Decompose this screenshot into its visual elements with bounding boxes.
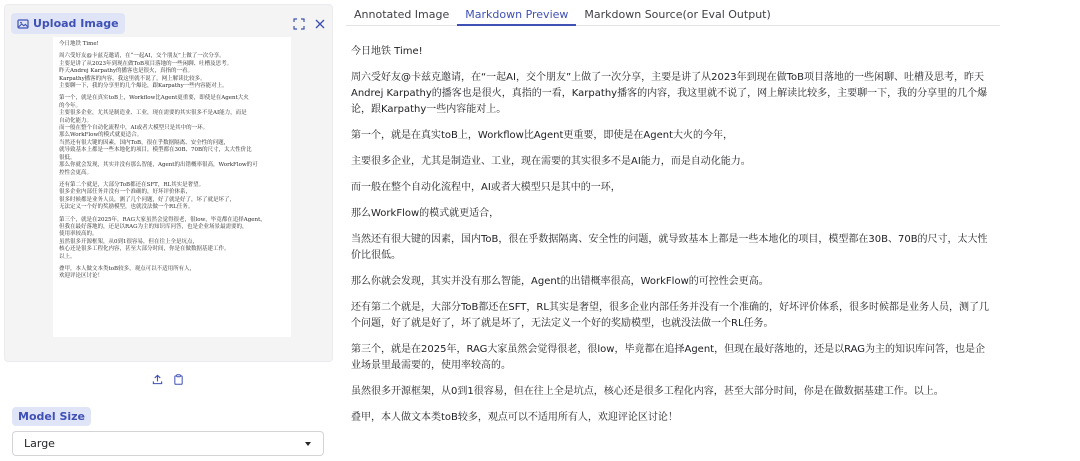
model-size-dropdown[interactable] bbox=[12, 431, 324, 456]
preview-paragraph: 主要很多企业，尤其是制造业、工业，现在需要的其实很多不是AI能力，而是自动化能力。 bbox=[351, 156, 751, 167]
doc-line: 今日地铁 Time! bbox=[59, 41, 99, 47]
tab-annotated-image[interactable]: Annotated Image bbox=[354, 8, 450, 21]
image-actions bbox=[152, 370, 184, 381]
preview-paragraph: 叠甲，本人做文本类toB较多，观点可以不适用所有人，欢迎评论区讨论！ bbox=[351, 412, 678, 423]
fullscreen-icon[interactable] bbox=[293, 15, 305, 27]
model-size-label: Model Size bbox=[12, 407, 91, 426]
preview-paragraph: 第一个，就是在真实toB上，Workflow比Agent更重要，即使是在Agent大火的今年， bbox=[351, 130, 734, 141]
preview-paragraph: 当然还有很大键的因素，国内ToB，很在乎数据隔离、安全性的问题，就导致基本上都是一些本地化的项目，模型都在30B、70B的尺寸，太大性价比很低。 bbox=[351, 234, 988, 261]
clipboard-icon[interactable] bbox=[173, 370, 184, 381]
markdown-preview bbox=[351, 44, 991, 436]
card-toolbar bbox=[293, 15, 326, 27]
preview-paragraph: 今日地铁 Time! bbox=[351, 46, 423, 57]
tab-markdown-source[interactable]: Markdown Source(or Eval Output) bbox=[584, 8, 771, 21]
model-size-value: Large bbox=[24, 437, 55, 450]
preview-paragraph: 还有第二个就是，大部分ToB都还在SFT，RL其实是奢望，很多企业内部任务并没有一个准确的，好坏评价体系，很多时候都是业务人员，测了几个问题，好了就是好了，坏了就是坏了，无法定义一个好的奖励模型，也就没法做一个RL任务。 bbox=[351, 302, 989, 329]
tab-markdown-preview[interactable]: Markdown Preview bbox=[457, 4, 576, 26]
preview-paragraph: 第三个，就是在2025年，RAG大家虽然会觉得很老，很low，毕竟都在追择Agent，但现在最好落地的，还是以RAG为主的知识库问答，也是企业场景里最需要的，使用率较高的。 bbox=[351, 344, 986, 371]
preview-paragraph: 那么WorkFlow的模式就更适合， bbox=[351, 208, 500, 219]
doc-line: 叠甲，本人做文本类toB较多，观点可以不适用所有人， 欢迎评论区讨论！ bbox=[59, 265, 196, 280]
doc-line: 周六受好友@卡兹克邀请，在“一起AI，交个朋友”上做了一次分享。 主要是讲了从2023年到现在做ToB项目落地的一些闲聊、吐槽及思考。 昨天Andrej Karpathy的播客也是很火，真指的一看。 Karpathy播客的内容，我这里就不说了，网上解读比较多。 主要聊一下，我的分享里的几个爆论，跟Karpathy一些内容能对上。 bbox=[59, 53, 233, 90]
close-icon[interactable] bbox=[314, 15, 326, 27]
upload-image-label: Upload Image bbox=[33, 17, 119, 30]
left-panel bbox=[0, 0, 340, 461]
doc-line: 第三个，就是在2025年，RAG大家虽然会觉得很老，很low，毕竟都在追择Agent， 但我在最好落地的，还是以RAG为主的知识库问答，也是企业场景最需要的， 使用率较高的。 虽然很多开源框架，从0到1很容易，但在往上全是坑点， 核心还是很多工程化内容，甚至大部分时间，你是在做数据基建工作。 以上。 bbox=[59, 216, 266, 260]
upload-image-icon bbox=[17, 18, 29, 30]
upload-icon[interactable] bbox=[152, 370, 163, 381]
upload-image-tag bbox=[11, 13, 125, 34]
preview-paragraph: 那么你就会发现，其实并没有那么智能，Agent的出错概率很高，WorkFlow的可控性会更高。 bbox=[351, 276, 769, 287]
uploaded-document-image bbox=[53, 37, 291, 337]
dropdown-caret-icon bbox=[305, 442, 311, 446]
preview-paragraph: 虽然很多开源框架，从0到1很容易，但在往上全是坑点，核心还是很多工程化内容，甚至大部分时间，你是在做数据基建工作。以上。 bbox=[351, 386, 944, 397]
image-upload-card[interactable] bbox=[4, 4, 333, 362]
doc-line: 还有第二个就是，大部分ToB都还在SFT，RL其实是奢望。 很多企业内部任务并没有一个准确的，好坏评价体系， 很多时候都是业务人员，测了几个问题，好了就是好了，坏了就是坏了， 无法定义一个好的奖励模型，也就没法做一个RL任务。 bbox=[59, 181, 236, 211]
doc-line: 第一个，就是在真实toB上，Workflow比Agent更重要，即使是在Agent大火 的今年。 主要很多企业，尤其是制造业、工业，现在需要的其实很多不是AI能力，而是 自动化能力。 而一般在整个自动化流程中，AI或者大模型只是其中的一环。 那么WorkFlow的模式就更适合。 当然还有很大键的因素，国内ToB，很在乎数据隔离、安全性的问题， 就导致基本上都是一些本地化的项目，模型都在30B、70B的尺寸，太大性价比 很低。 那么你就会发现，其实并没有那么智能，Agent的出错概率很高，WorkFlow的可 控性会更高。 bbox=[59, 95, 258, 176]
preview-paragraph: 而一般在整个自动化流程中，AI或者大模型只是其中的一环， bbox=[351, 182, 621, 193]
preview-paragraph: 周六受好友@卡兹克邀请，在“一起AI，交个朋友”上做了一次分享，主要是讲了从2023年到现在做ToB项目落地的一些闲聊、吐槽及思考，昨天Andrej Karpathy的播客也是很火，真指的一看，Karpathy播客的内容，我这里就不说了，网上解读比较多，主要聊一下，我的分享里的几个爆论，跟Karpathy一些内容能对上。 bbox=[351, 72, 988, 115]
output-tabs bbox=[346, 4, 1000, 26]
